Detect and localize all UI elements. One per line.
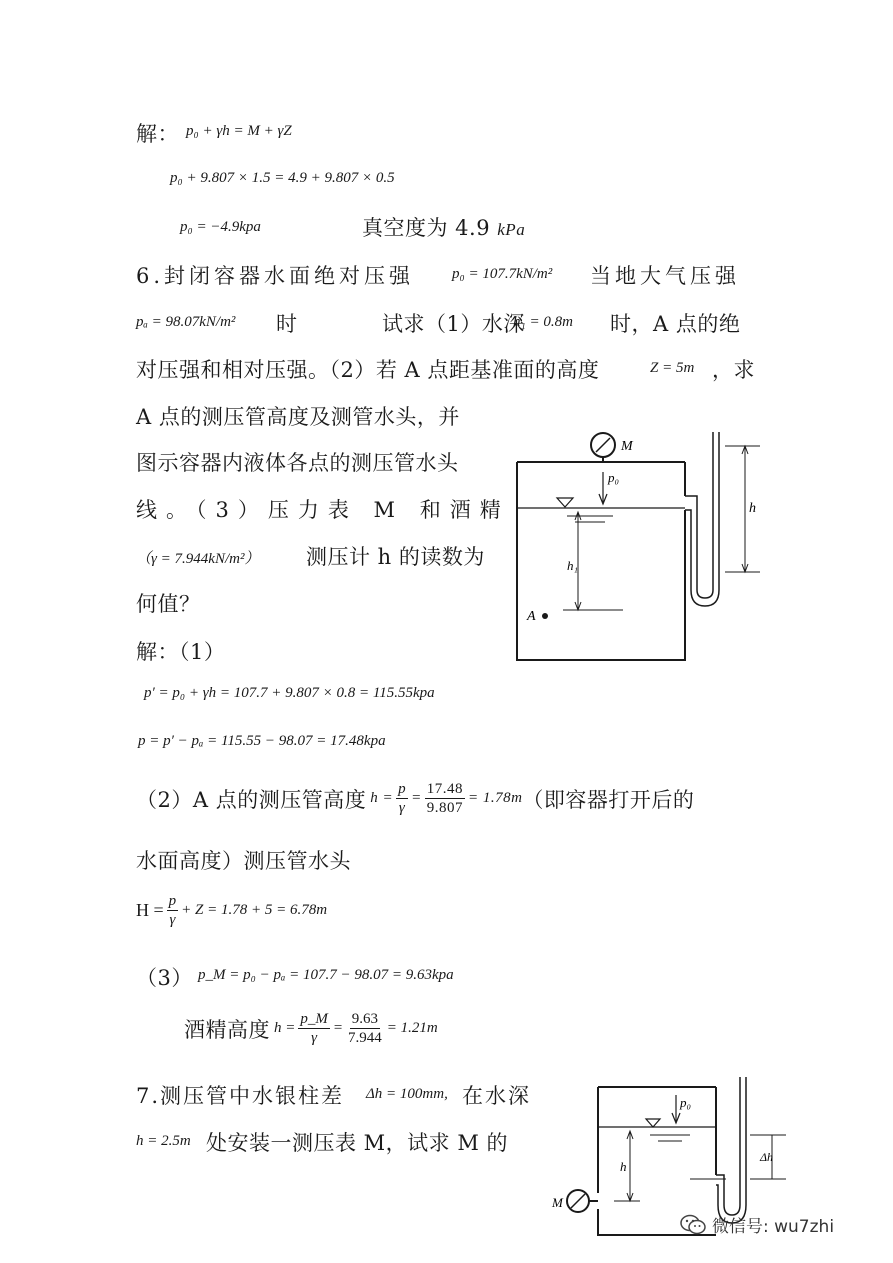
p6-alcohol-height: 酒精高度 h = $\frac{p\_M}{\gamma}$ = $\frac{9.63}{7.944}$ = 1.21m [184,1011,438,1046]
equation-1: p₀ + γh = M + γZ [186,123,292,139]
p6-line6: 线。（3）压力表 M 和酒精 [136,498,510,522]
p6-line2-a: 时 [276,312,298,336]
p6-part2: （2）A 点的测压管高度 h = $\frac{p}{\gamma}$ = $\frac{17.48}{9.807}$ = 1.78m （即容器打开后的 [136,781,695,816]
p7-line1-a: 7.测压管中水银柱差 [136,1084,345,1108]
solution-label: 解： [136,122,179,146]
p7-line2-a: 处安装一测压表 M，试求 M 的 [206,1131,509,1155]
p6-part3-label: （3） [136,966,193,990]
p6-line7-eq: （γ = 7.944kN/m²） [136,551,260,567]
label-h-7: h [620,1159,627,1174]
p6-line4: A 点的测压管高度及测管水头，并 [136,405,460,429]
p6-sol-eq1: p′ = p₀ + γh = 107.7 + 9.807 × 0.8 = 115.55kpa [144,685,435,701]
label-A: A [527,609,536,624]
label-M: M [621,439,633,454]
p7-line1-b: 在水深 [462,1084,531,1108]
label-p0: p₀ [608,470,620,485]
point-A [542,613,548,619]
vacuum-text: 真空度为 4.9 kPa [362,216,526,240]
p6-line2-b: 试求（1）水深 [382,312,525,336]
p7-line1-eq: Δh = 100mm, [366,1086,448,1102]
p6-line2-eq: pₐ = 98.07kN/m² [136,314,236,330]
watermark-text: 微信号: wu7zhi [712,1217,835,1237]
label-dh-7: Δh [760,1150,774,1164]
p6-line5: 图示容器内液体各点的测压管水头 [136,451,459,475]
watermark [680,1212,834,1237]
equation-3: p₀ = −4.9kpa [180,219,261,235]
equation-2: p₀ + 9.807 × 1.5 = 4.9 + 9.807 × 0.5 [170,170,395,186]
p6-line3-eq: Z = 5m [650,360,695,376]
p6-line7-a: 测压计 h 的读数为 [306,545,485,569]
p7-line2-eq: h = 2.5m [136,1133,191,1149]
p6-line2-eq2: h₁ = 0.8m [513,314,573,330]
p6-line8: 何值？ [136,592,201,616]
p6-part2-line2: 水面高度）测压管水头 [136,849,351,873]
p6-line1-eq: p₀ = 107.7kN/m² [452,266,553,282]
label-p0-7: p₀ [680,1095,692,1110]
p6-line3-b: ，求 [712,358,755,382]
p6-line2-c: 时，A 点的绝 [610,312,741,336]
p6-sol-eq2: p = p′ − pₐ = 115.55 − 98.07 = 17.48kpa [138,733,386,749]
container-diagram-6 [505,420,765,670]
p6-line1-a: 6.封闭容器水面绝对压强 [136,264,415,288]
wechat-icon [680,1214,706,1236]
label-h: h [749,501,756,516]
label-M-7: M [552,1195,563,1210]
container-wall [517,462,685,660]
p6-piezometric-head: H = $\frac{p}{\gamma}$ + Z = 1.78 + 5 = 6.78m [136,893,328,928]
p6-line3-a: 对压强和相对压强。（2）若 A 点距基准面的高度 [136,358,600,382]
p6-solution-label: 解：（1） [136,640,226,664]
p6-part3-eq: p_M = p₀ − pₐ = 107.7 − 98.07 = 9.63kpa [198,967,454,983]
p6-line1-b: 当地大气压强 [590,264,740,288]
label-h1: h₁ [567,558,579,573]
